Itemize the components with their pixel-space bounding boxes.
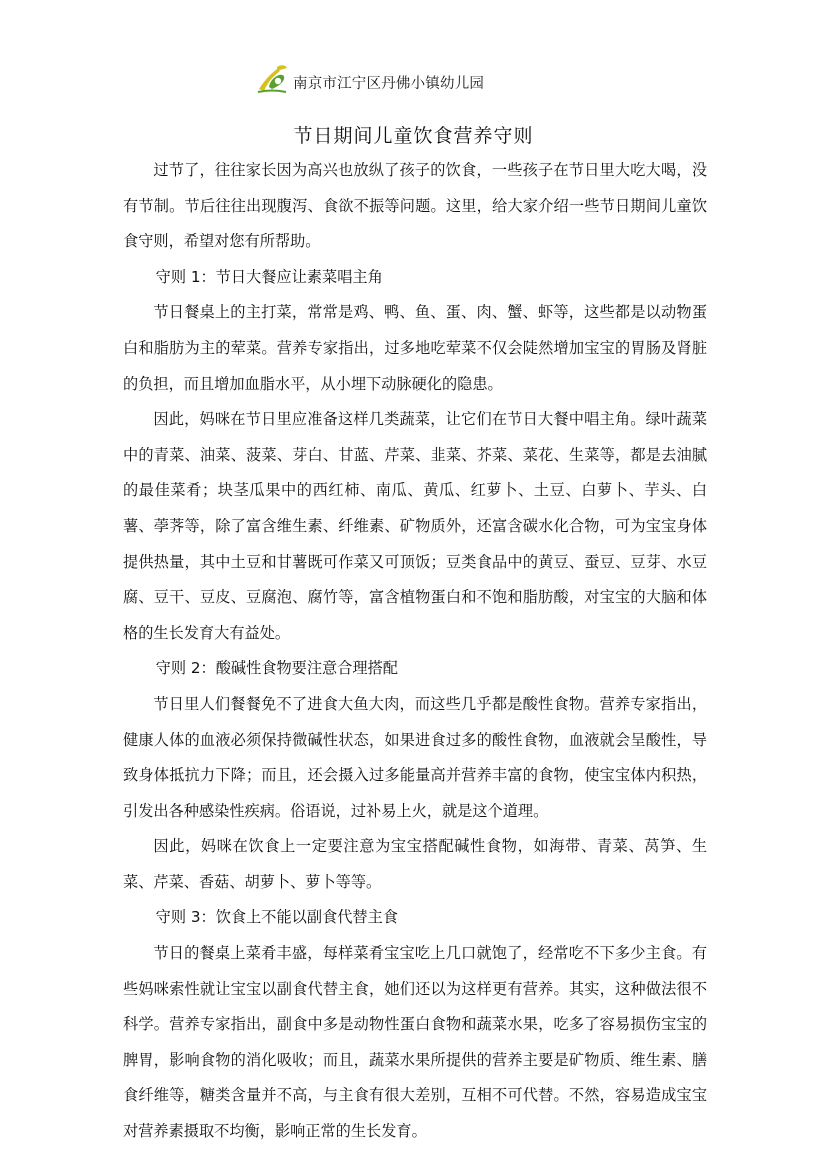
intro-paragraph: 过节了，往往家长因为高兴也放纵了孩子的饮食，一些孩子在节日里大吃大喝，没有节制。节后往往出现腹泻、食欲不振等问题。这里，给大家介绍一些节日期间儿童饮食守则，希望对您有所帮助。 [123,161,707,251]
document-title: 节日期间儿童饮食营养守则 [293,125,534,147]
letterhead [255,62,484,96]
body-paragraph: 节日里人们餐餐免不了进食大鱼大肉，而这些几乎都是酸性食物。营养专家指出，健康人体的血液必须保持微碱性状态，如果进食过多的酸性食物，血液就会呈酸性，导致身体抵抗力下降；而且，还会摄入过多能量高并营养丰富的食物，使宝宝体内积热，引发出各种感染性疾病。俗语说，过补易上火，就是这个道理。 [123,694,707,820]
document-body [123,153,707,1150]
rule-heading-1: 守则 1：节日大餐应让素菜唱主角 [155,267,383,286]
body-paragraph: 节日的餐桌上菜肴丰盛，每样菜肴宝宝吃上几口就饱了，经常吃不下多少主食。有些妈咪索性就让宝宝以副食代替主食，她们还以为这样更有营养。其实，这种做法很不科学。营养专家指出，副食中多是动物性蛋白食物和蔬菜水果，吃多了容易损伤宝宝的脾胃，影响食物的消化吸收；而且，蔬菜水果所提供的营养主要是矿物质、维生素、膳食纤维等，糖类含量并不高，与主食有很大差别，互相不可代替。不然，容易造成宝宝对营养素摄取不均衡，影响正常的生长发育。 [123,944,707,1141]
rule-heading-3: 守则 3：饮食上不能以副食代替主食 [155,908,398,927]
body-paragraph: 因此，妈咪在饮食上一定要注意为宝宝搭配碱性食物，如海带、青菜、莴笋、生菜、芹菜、香菇、胡萝卜、萝卜等等。 [123,837,707,891]
body-paragraph: 因此，妈咪在节日里应准备这样几类蔬菜，让它们在节日大餐中唱主角。绿叶蔬菜中的青菜、油菜、菠菜、芽白、甘蓝、芹菜、韭菜、芥菜、菜花、生菜等，都是去油腻的最佳菜肴；块茎瓜果中的西红柿、南瓜、黄瓜、红萝卜、土豆、白萝卜、芋头、白薯、荸荠等，除了富含维生素、纤维素、矿物质外，还富含碳水化合物，可为宝宝身体提供热量，其中土豆和甘薯既可作菜又可顶饭；豆类食品中的黄豆、蚕豆、豆芽、水豆腐、豆干、豆皮、豆腐泡、腐竹等，富含植物蛋白和不饱和脂肪酸，对宝宝的大脑和体格的生长发育大有益处。 [123,410,707,642]
rule-heading-2: 守则 2：酸碱性食物要注意合理搭配 [155,659,398,678]
body-paragraph: 节日餐桌上的主打菜，常常是鸡、鸭、鱼、蛋、肉、蟹、虾等，这些都是以动物蛋白和脂肪为主的荤菜。营养专家指出，过多地吃荤菜不仅会陡然增加宝宝的胃肠及肾脏的负担，而且增加血脂水平，从小埋下动脉硬化的隐患。 [123,303,707,393]
kindergarten-logo-icon [255,63,289,95]
school-name: 南京市江宁区丹佛小镇幼儿园 [293,75,485,92]
